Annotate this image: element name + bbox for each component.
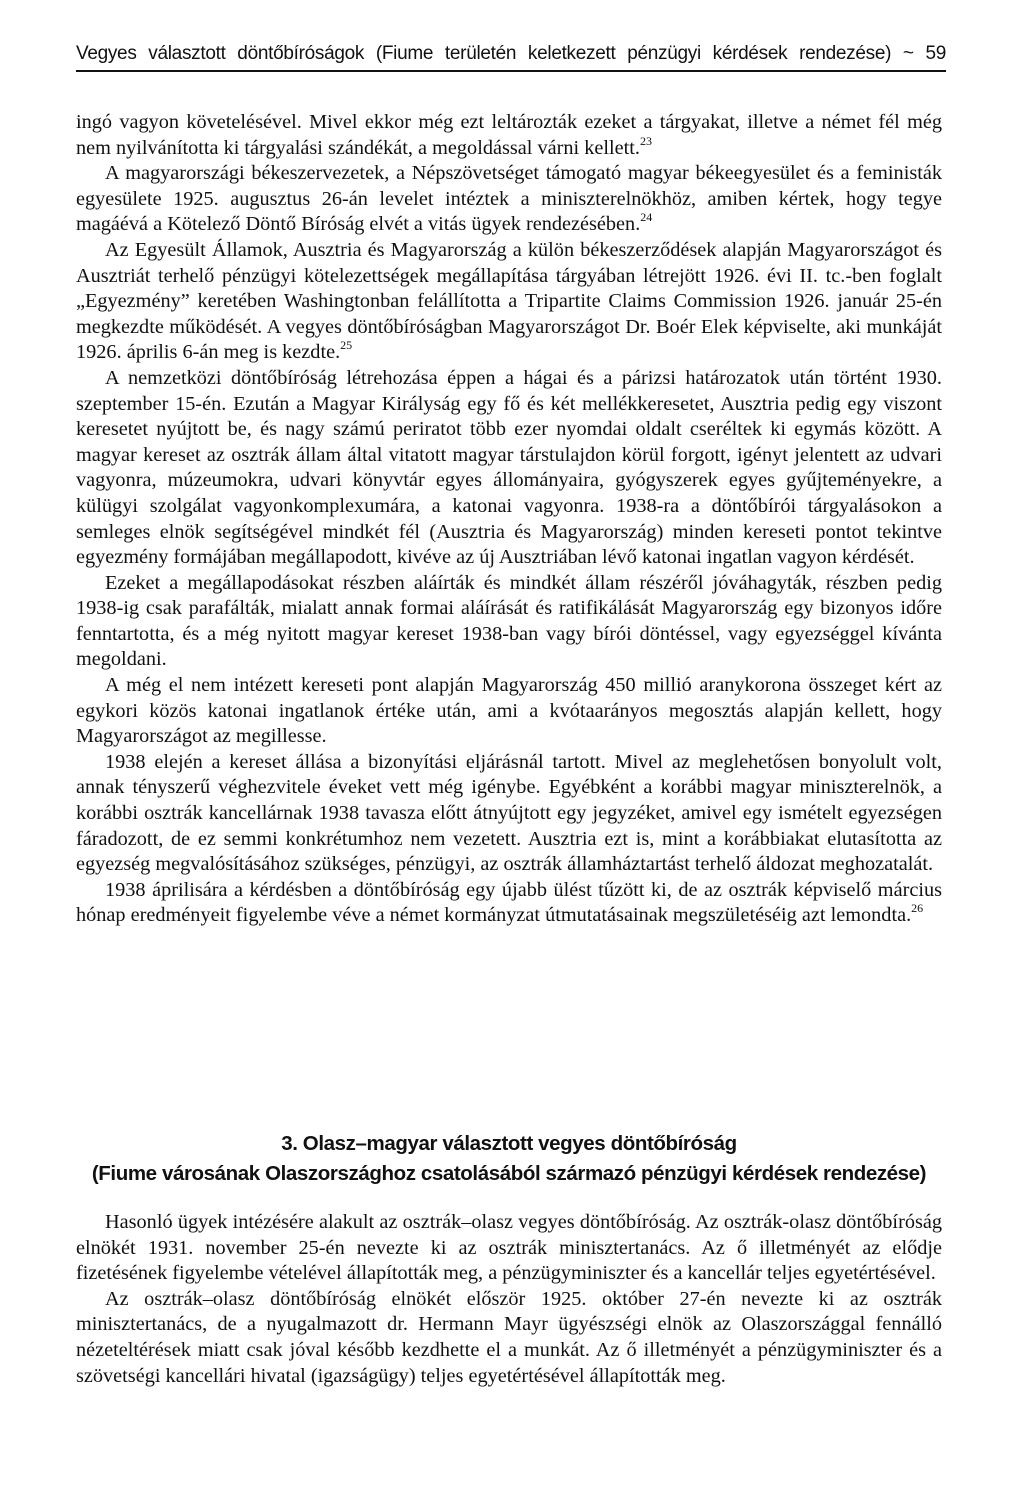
section-heading <box>76 1129 942 1189</box>
section-paragraph-1: Hasonló ügyek intézésére alakult az osztrák–olasz vegyes döntőbíróság. Az osztrák-olasz döntőbíróság elnökét 1931. november 25-én nevezte ki az osztrák minisztertanács. Az ő illetményét az elődje fizetésének figyelembe vételével állapították meg, a pénzügyminiszter és a kancellár teljes egyetértésével. <box>76 1211 942 1285</box>
running-header: Vegyes választott döntőbíróságok (Fiume területén keletkezett pénzügyi kérdések rendezése) ~ 59 <box>76 40 946 72</box>
paragraph-1: ingó vagyon követelésével. Mivel ekkor még ezt leltározták ezeket a tárgyakat, illetve a német fél még nem nyilvánította ki tárgyalási szándékát, a megoldással várni kellett.$^{23}$ <box>76 111 942 159</box>
paragraph-4: A nemzetközi döntőbíróság létrehozása éppen a hágai és a párizsi határozatok után történt 1930. szeptember 15-én. Ezután a Magyar Királyság egy fő és két mellékkeresetet, Ausztria pedig egy viszont keresetet nyújtott be, és nagy számú periratot több ezer nyomdai oldalt cseréltek ki egymás között. A magyar kereset az osztrák állam által vitatott magyar társtulajdon körül forgott, igényt jelentett az udvari vagyonra, múzeumokra, udvari könyvtár egyes állományaira, gyógyszerek egyes gyűjteményekre, a külügyi szolgálat vagyonkomplexumára, a katonai vagyonra. 1938-ra a döntőbírói tárgyalásokon a semleges elnök segítségével mindkét fél (Ausztria és Magyarország) minden kereseti pontot tekintve egyezmény formájában megállapodott, kivéve az új Ausztriában lévő katonai ingatlan vagyon kérdését. <box>76 366 942 569</box>
footnote-ref-25[interactable]: 25 <box>340 338 353 353</box>
paragraph-3: Az Egyesült Államok, Ausztria és Magyarország a külön békeszerződések alapján Magyarországot és Ausztriát terhelő pénzügyi kötelezettségek megállapítása tárgyában létrejött 1926. évi II. tc.-ben foglalt „Egyezmény” keretében Washingtonban felállította a Tripartite Claims Commission 1926. január 25-én megkezdte működését. A vegyes döntőbíróságban Magyarországot Dr. Boér Elek képviselte, aki munkáját 1926. április 6-án meg is kezdte.$^{25}$ <box>76 238 942 364</box>
paragraph-7: 1938 elején a kereset állása a bizonyítási eljárásnál tartott. Mivel az meglehetősen bonyolult volt, annak tényszerű véghezvitele éveket vett még igénybe. Egyébként a korábbi magyar miniszterelnök, a korábbi osztrák kancellárnak 1938 tavasza előtt átnyújtott egy jegyzéket, amivel egy ismételt egyezségen fáradozott, de ez semmi konkrétumhoz nem vezetett. Ausztria ezt is, mint a korábbiakat elutasította az egyezség megvalósításához szükséges, pénzügyi, az osztrák államháztartást terhelő áldozat meghozatalát. <box>76 750 942 876</box>
footnote-ref-23[interactable]: 23 <box>639 133 652 148</box>
section-heading-line-2: (Fiume városának Olaszországhoz csatolásából származó pénzügyi kérdések rendezése) <box>91 1162 927 1185</box>
main-text <box>76 110 942 929</box>
paragraph-6: A még el nem intézett kereseti pont alapján Magyarország 450 millió aranykorona összeget kért az egykori közös katonai ingatlanok értéke után, ami a kvótaarányos megosztás alapján kellett, hogy Magyarországot az megillesse. <box>76 674 942 748</box>
paragraph-2: A magyarországi békeszervezetek, a Népszövetséget támogató magyar békeegyesület és a feministák egyesülete 1925. augusztus 26-án levelet intéztek a miniszterelnökhöz, amiben kértek, hogy tegye magáévá a Kötelező Döntő Bíróság elvét a vitás ügyek rendezésében.$^{24}$ <box>76 162 942 236</box>
paragraph-5: Ezeket a megállapodásokat részben aláírták és mindkét állam részéről jóváhagyták, részben pedig 1938-ig csak parafálták, mialatt annak formai aláírását és ratifikálását Magyarország egy bizonyos időre fenntartotta, és a még nyitott magyar kereset 1938-ban vagy bírói döntéssel, vagy egyezséggel kívánta megoldani. <box>76 571 942 671</box>
section-text <box>76 1210 942 1389</box>
paragraph-8: 1938 áprilisára a kérdésben a döntőbíróság egy újabb ülést tűzött ki, de az osztrák képviselő március hónap eredményeit figyelembe véve a német kormányzat útmutatásainak megszületéséig azt lemondta.$^{26}$ <box>76 878 942 927</box>
footnote-ref-24[interactable]: 24 <box>640 210 653 225</box>
footnote-ref-26[interactable]: 26 <box>911 901 924 916</box>
section-paragraph-2: Az osztrák–olasz döntőbíróság elnökét először 1925. október 27-én nevezte ki az osztrák minisztertanács, de a nyugalmazott dr. Hermann Mayr ügyészségi elnök az Olaszországgal fennálló nézeteltérések miatt csak jóval később kezdhette el a munkát. Az ő illetményét a pénzügyminiszter és a szövetségi kancellári hivatal (igazságügy) teljes egyetértésével állapították meg. <box>76 1287 942 1387</box>
section-heading-line-1: 3. Olasz–magyar választott vegyes döntőbíróság <box>281 1132 737 1155</box>
